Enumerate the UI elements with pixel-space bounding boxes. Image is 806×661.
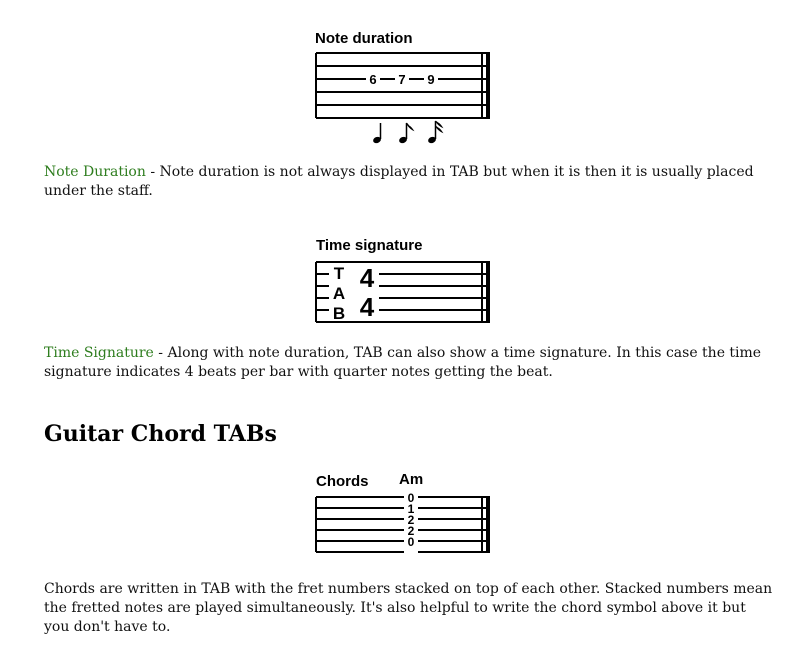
chord-fret-number: 0 xyxy=(407,535,415,549)
time-signature-figure-title: Time signature xyxy=(316,237,423,254)
note-duration-figure-title: Note duration xyxy=(315,30,413,47)
time-signature-text: - Along with note duration, TAB can also show a time signature. In this case the time signature indicates 4 beats per bar with quarter notes getting the beat. xyxy=(44,345,762,380)
sixteenth-note-icon xyxy=(427,121,442,144)
fret-number: 9 xyxy=(427,72,435,87)
eighth-note-icon xyxy=(398,123,413,144)
chords-figure-title: Chords xyxy=(316,473,369,490)
section-heading: Guitar Chord TABs xyxy=(44,421,277,447)
fret-number: 6 xyxy=(369,72,377,87)
note-duration-term: Note Duration xyxy=(44,164,146,180)
chords-paragraph: Chords are written in TAB with the fret numbers stacked on top of each other. Stacked numbers mean the fretted notes are played simultaneously. It's also helpful to write the chord symbol above it but you don't have to. xyxy=(44,581,773,635)
note-duration-symbols xyxy=(360,118,460,148)
note-duration-tab-staff xyxy=(312,50,494,120)
time-signature-bottom: 4 xyxy=(359,292,375,322)
note-duration-paragraph xyxy=(44,163,774,201)
tab-clef-a: A xyxy=(332,284,346,303)
chord-fret-number: 2 xyxy=(407,513,415,527)
chord-fret-number: 0 xyxy=(407,491,415,505)
time-signature-tab-staff xyxy=(312,259,494,325)
chord-fret-number: 1 xyxy=(407,502,415,516)
chord-fret-number: 2 xyxy=(407,524,415,538)
time-signature-paragraph xyxy=(44,344,774,382)
chords-tab-staff xyxy=(312,489,494,555)
chord-name: Am xyxy=(399,471,424,488)
fret-number: 7 xyxy=(398,72,406,87)
quarter-note-icon xyxy=(372,123,382,144)
tab-clef-t: T xyxy=(333,264,345,283)
time-signature-top: 4 xyxy=(359,263,375,293)
note-duration-text: - Note duration is not always displayed in TAB but when it is then it is usually placed under the staff. xyxy=(44,164,754,199)
tab-clef-b: B xyxy=(332,304,346,323)
time-signature-term: Time Signature xyxy=(44,345,154,361)
